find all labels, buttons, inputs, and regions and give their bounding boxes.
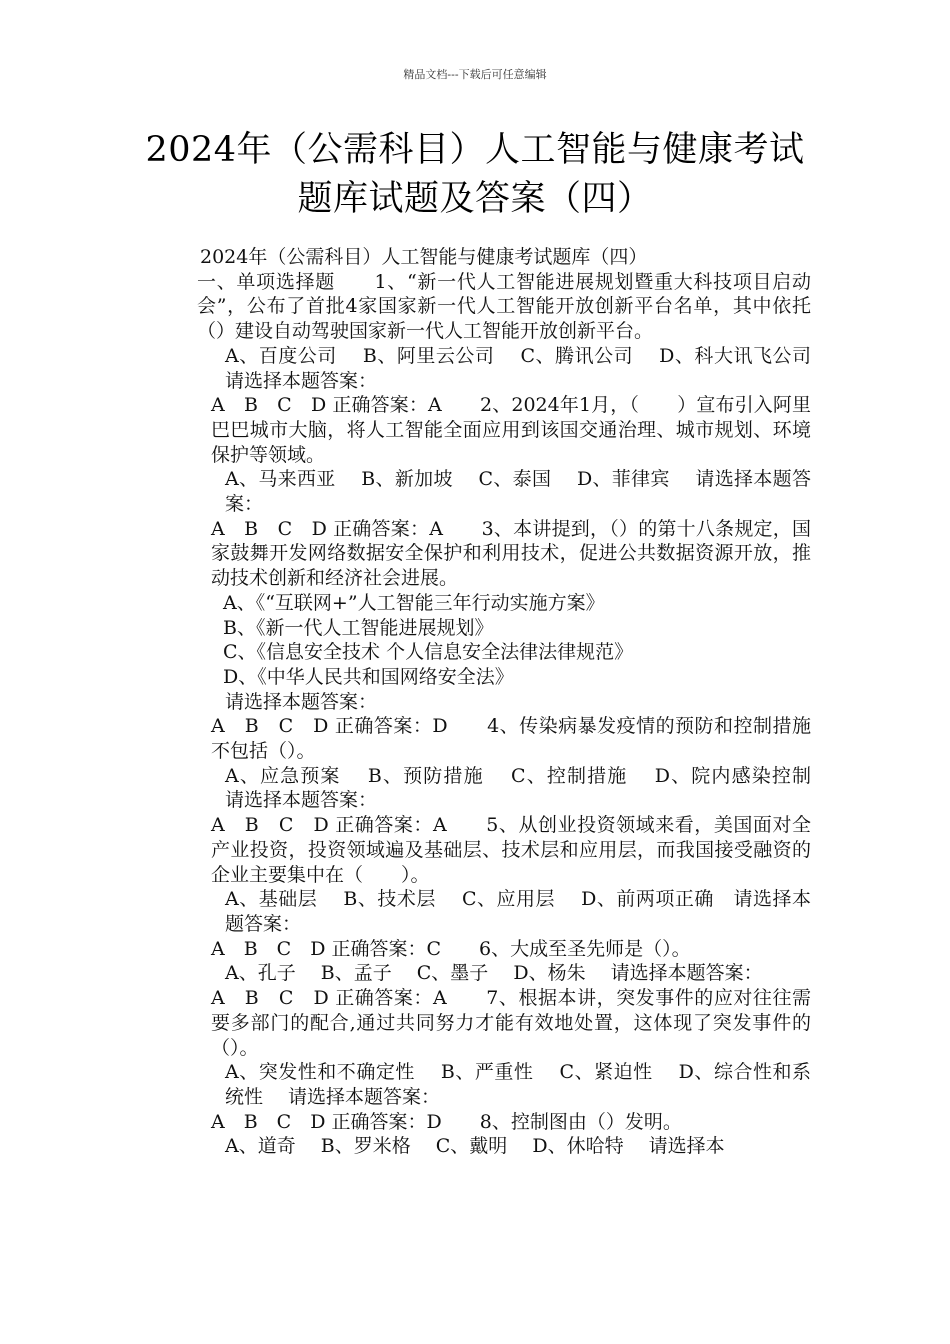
question-8-options: A、道奇 B、罗米格 C、戴明 D、休哈特 请选择本 [225,1135,725,1158]
question-7-options: A、突发性和不确定性 B、严重性 C、紧迫性 D、综合性和系统性 请选择本题答案： [225,1061,811,1108]
question-1-options: A、百度公司 B、阿里云公司 C、腾讯公司 D、科大讯飞公司 请选择本题答案： [225,344,837,392]
question-3-prompt: 请选择本题答案： [225,690,378,713]
answer-5-question-6: A B C D 正确答案：C 6、大成至圣先师是（）。 [211,937,691,960]
document-body [145,245,837,1159]
question-6-options: A、孔子 B、孟子 C、墨子 D、杨朱 请选择本题答案： [225,962,763,985]
question-5-options: A、基础层 B、技术层 C、应用层 D、前两项正确 请选择本题答案： [225,888,811,935]
question-4-options: A、应急预案 B、预防措施 C、控制措施 D、院内感染控制 请选择本题答案： [225,764,837,812]
question-1: 一、单项选择题 1、“新一代人工智能进展规划暨重大科技项目启动会”，公布了首批4家国家新一代人工智能开放创新平台名单，其中依托（）建设自动驾驶国家新一代人工智能开放创新平台。 [197,270,811,343]
page-header: 精品文档---下载后可任意编辑 [403,68,547,81]
question-3-option-b: B、《新一代人工智能进展规划》 [223,616,494,639]
question-2-options: A、马来西亚 B、新加坡 C、泰国 D、菲律宾 请选择本题答案： [225,468,811,516]
question-3-option-c: C、《信息安全技术 个人信息安全法律法律规范》 [223,641,634,664]
question-3-option-a: A、《“互联网+”人工智能三年行动实施方案》 [223,591,605,614]
subtitle: 2024年（公需科目）人工智能与健康考试题库（四） [200,246,648,268]
answer-4-question-5: A B C D 正确答案：A 5、从创业投资领域来看，美国面对全产业投资，投资领域遍及基础层、技术层和应用层，而我国接受融资的企业主要集中在（ ）。 [211,814,811,886]
answer-6-question-7: A B C D 正确答案：A 7、根据本讲，突发事件的应对往往需要多部门的配合,通过共同努力才能有效地处置，这体现了突发事件的（）。 [211,987,811,1059]
answer-7-question-8: A B C D 正确答案：D 8、控制图由（）发明。 [211,1110,682,1133]
question-3-option-d: D、《中华人民共和国网络安全法》 [223,665,514,688]
answer-1-question-2: A B C D 正确答案：A 2、2024年1月，（ ）宣布引入阿里巴巴城市大脑，将人工智能全面应用到该国交通治理、城市规划、环境保护等领域。 [211,394,811,466]
answer-2-question-3: A B C D 正确答案：A 3、本讲提到，（）的第十八条规定，国家鼓舞开发网络数据安全保护和利用技术，促进公共数据资源开放，推动技术创新和经济社会进展。 [211,517,811,590]
answer-3-question-4: A B C D 正确答案：D 4、传染病暴发疫情的预防和控制措施不包括（）。 [211,715,811,763]
document-title: 2024年（公需科目）人工智能与健康考试题库试题及答案（四） [145,130,805,219]
